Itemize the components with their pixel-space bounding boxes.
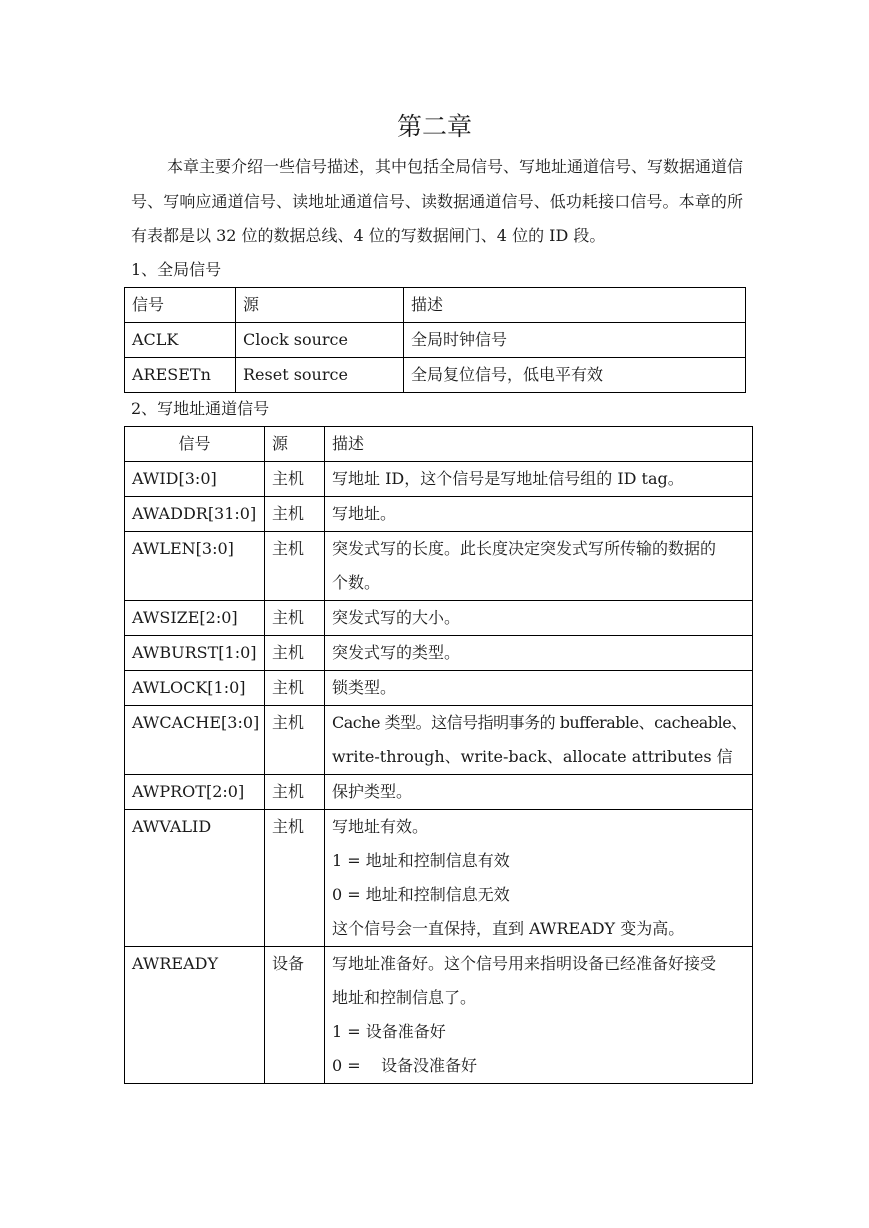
description-line: 保护类型。: [332, 782, 413, 801]
header-description: 描述: [404, 288, 746, 323]
table-row: [125, 706, 753, 775]
description-cell: [325, 947, 753, 1084]
description-cell: [325, 462, 753, 497]
source-cell: 设备: [265, 947, 325, 1084]
description-line: 锁类型。: [332, 678, 397, 697]
table-row: [125, 775, 753, 810]
description-cell: [325, 706, 753, 775]
table-row: [125, 601, 753, 636]
description-line: write-through、write-back、allocate attributes 信: [332, 747, 733, 766]
description-line: 1 = 地址和控制信息有效: [332, 851, 510, 870]
source-cell: 主机: [265, 775, 325, 810]
signal-cell: AWSIZE[2:0]: [125, 601, 265, 636]
signal-cell: AWID[3:0]: [125, 462, 265, 497]
source-cell: 主机: [265, 462, 325, 497]
signal-cell: ARESETn: [125, 358, 236, 393]
header-source: 源: [265, 427, 325, 462]
description-line: 0 = 设备没准备好: [332, 1056, 478, 1075]
section2-heading: 2、写地址通道信号: [131, 399, 270, 418]
table-row: [125, 532, 753, 601]
table-row: [125, 462, 753, 497]
table-header-row: [125, 427, 753, 462]
description-line: 1 = 设备准备好: [332, 1022, 446, 1041]
description-line: 这个信号会一直保持，直到 AWREADY 变为高。: [332, 919, 685, 938]
description-line: 地址和控制信息了。: [332, 988, 477, 1007]
header-description: 描述: [325, 427, 753, 462]
description-line: 突发式写的大小。: [332, 608, 461, 627]
table-row: [125, 497, 753, 532]
signal-cell: AWBURST[1:0]: [125, 636, 265, 671]
signal-cell: AWVALID: [125, 810, 265, 947]
write-address-channel-table: [124, 426, 753, 1084]
intro-paragraph: [131, 150, 743, 254]
source-cell: 主机: [265, 706, 325, 775]
description-line: Cache 类型。这信号指明事务的 bufferable、cacheable、: [332, 713, 747, 732]
description-cell: 全局复位信号，低电平有效: [404, 358, 746, 393]
description-cell: [325, 810, 753, 947]
signal-cell: AWREADY: [125, 947, 265, 1084]
signal-cell: ACLK: [125, 323, 236, 358]
signal-cell: AWLEN[3:0]: [125, 532, 265, 601]
signal-cell: AWADDR[31:0]: [125, 497, 265, 532]
description-cell: [325, 671, 753, 706]
description-line: 写地址。: [332, 504, 397, 523]
source-cell: 主机: [265, 601, 325, 636]
source-cell: 主机: [265, 671, 325, 706]
header-signal: 信号: [125, 288, 236, 323]
source-cell: Reset source: [236, 358, 404, 393]
description-cell: [325, 601, 753, 636]
header-signal: 信号: [125, 427, 265, 462]
table-row: [125, 671, 753, 706]
description-cell: [325, 497, 753, 532]
signal-cell: AWCACHE[3:0]: [125, 706, 265, 775]
header-source: 源: [236, 288, 404, 323]
signal-cell: AWLOCK[1:0]: [125, 671, 265, 706]
table-row: [125, 358, 746, 393]
source-cell: 主机: [265, 810, 325, 947]
description-line: 突发式写的长度。此长度决定突发式写所传输的数据的: [332, 539, 717, 558]
source-cell: 主机: [265, 636, 325, 671]
signal-cell: AWPROT[2:0]: [125, 775, 265, 810]
description-cell: 全局时钟信号: [404, 323, 746, 358]
description-line: 写地址 ID，这个信号是写地址信号组的 ID tag。: [332, 469, 684, 488]
description-line: 写地址有效。: [332, 817, 429, 836]
description-line: 写地址准备好。这个信号用来指明设备已经准备好接受: [332, 954, 717, 973]
description-cell: [325, 636, 753, 671]
chapter-title: 第二章: [396, 112, 472, 141]
table-row: [125, 810, 753, 947]
intro-text: 本章主要介绍一些信号描述，其中包括全局信号、写地址通道信号、写数据通道信号、写响应通道信号、读地址通道信号、读数据通道信号、低功耗接口信号。本章的所有表都是以 32 位的数据总线、4 位的写数据闸门、4 位的 ID 段。: [131, 157, 744, 245]
section1-heading: 1、全局信号: [131, 260, 222, 279]
source-cell: 主机: [265, 532, 325, 601]
global-signals-table: [124, 287, 746, 393]
table-header-row: [125, 288, 746, 323]
source-cell: Clock source: [236, 323, 404, 358]
source-cell: 主机: [265, 497, 325, 532]
table-row: [125, 636, 753, 671]
description-cell: [325, 775, 753, 810]
description-line: 个数。: [332, 573, 381, 592]
description-line: 突发式写的类型。: [332, 643, 461, 662]
table-row: [125, 323, 746, 358]
description-line: 0 = 地址和控制信息无效: [332, 885, 510, 904]
description-cell: [325, 532, 753, 601]
table-row: [125, 947, 753, 1084]
